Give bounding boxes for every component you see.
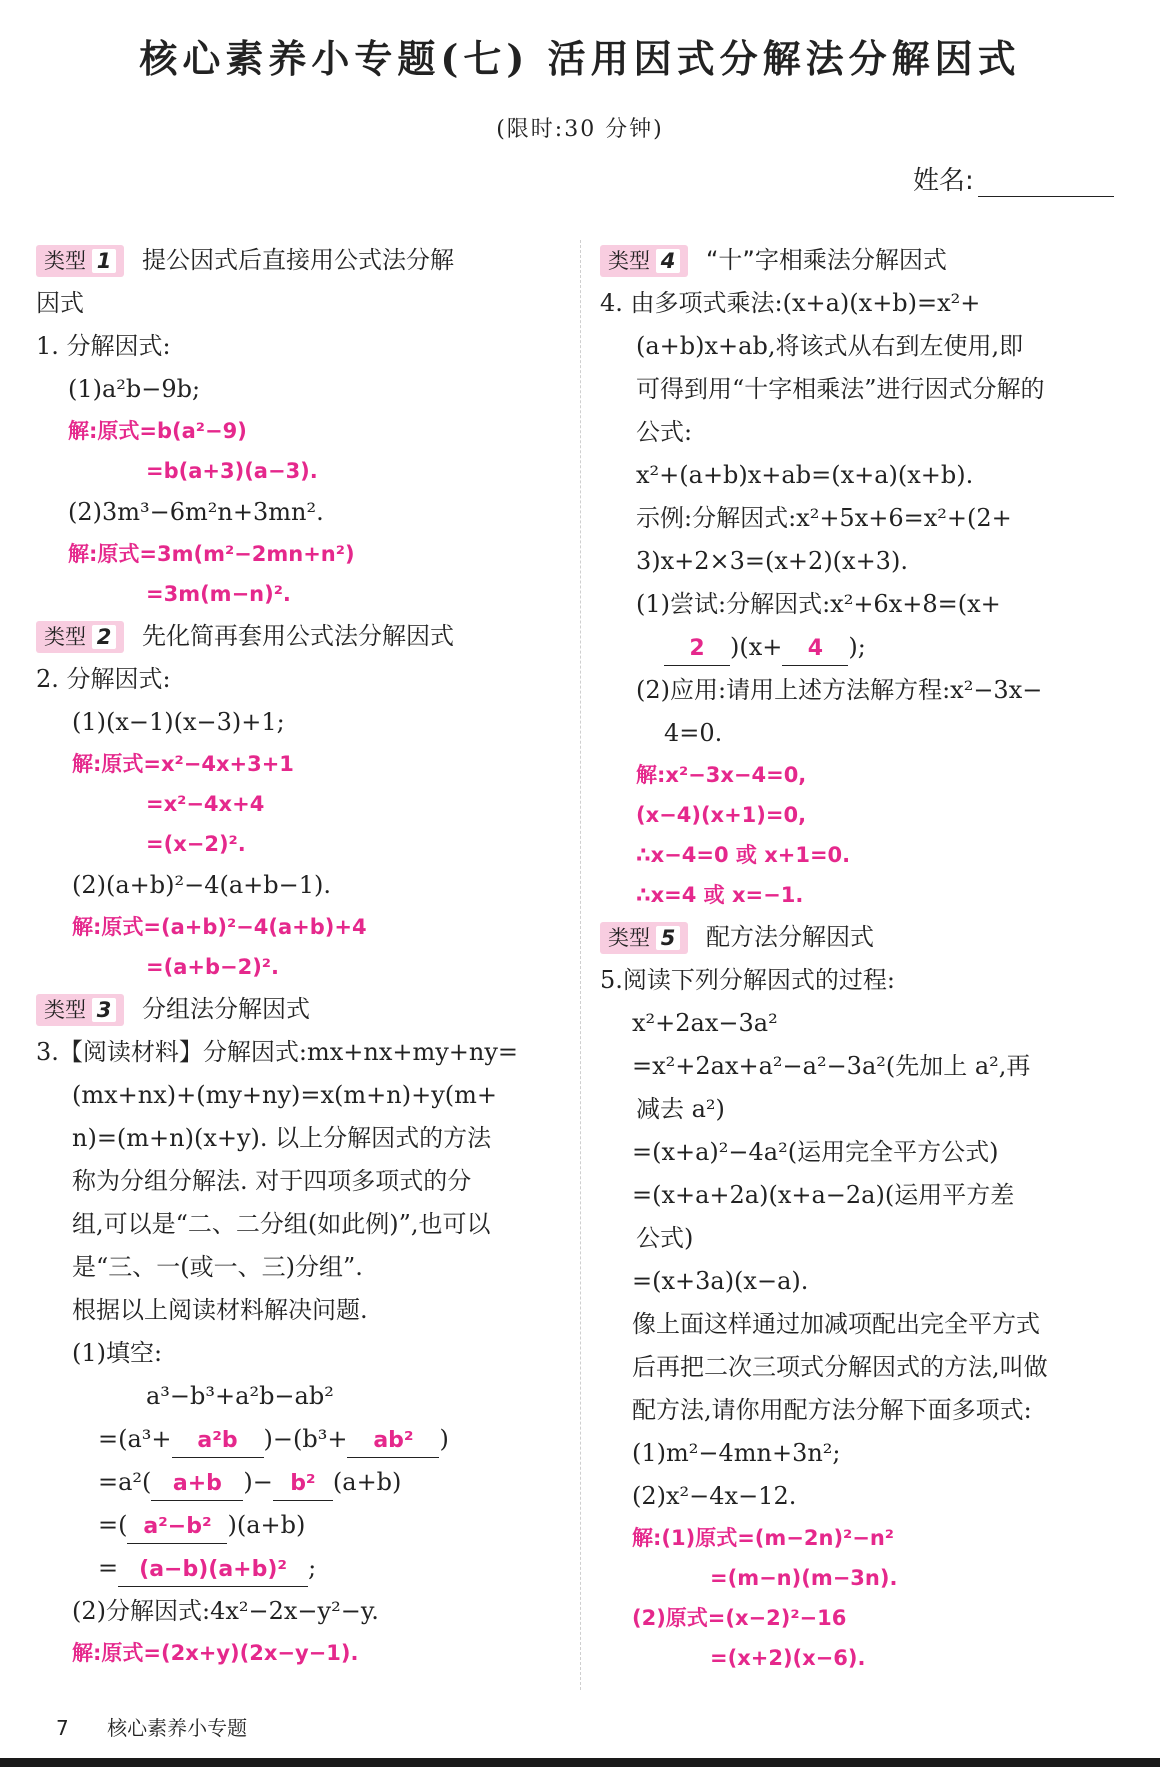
answer-line: 解:(1)原式=(m−2n)²−n²	[632, 1526, 894, 1550]
type-heading	[600, 238, 1124, 282]
bottom-bar	[0, 1758, 1160, 1767]
answer-line: =3m(m−n)².	[146, 582, 291, 606]
text-line: x²+2ax−3a²	[632, 1009, 778, 1037]
text-line: 可得到用“十字相乘法”进行因式分解的	[636, 375, 1045, 403]
text-line: a³−b³+a²b−ab²	[146, 1382, 334, 1410]
fill-prefix: =(	[98, 1511, 128, 1539]
answer-blank[interactable]	[127, 1509, 227, 1544]
text-line: 配方法,请你用配方法分解下面多项式:	[632, 1396, 1032, 1424]
type-heading	[36, 238, 560, 282]
answer-blank[interactable]	[782, 631, 848, 666]
type-title: 分组法分解因式	[142, 995, 310, 1023]
type-tag	[36, 994, 124, 1026]
page-title: 核心素养小专题(七) 活用因式分解法分解因式	[139, 36, 1021, 81]
blank-answer: a²b	[197, 1428, 238, 1453]
text-line: 公式)	[636, 1224, 694, 1252]
answer-line: 解:原式=x²−4x+3+1	[72, 752, 294, 776]
answer-blank[interactable]	[172, 1423, 264, 1458]
answer-blank[interactable]	[151, 1466, 243, 1501]
text-line: (1)填空:	[72, 1339, 163, 1367]
time-limit: (限时:30 分钟)	[496, 117, 664, 142]
fill-suffix: );	[848, 633, 866, 661]
type-title: “十”字相乘法分解因式	[706, 246, 947, 274]
blank-answer: a²−b²	[143, 1514, 212, 1539]
text-line: (2)应用:请用上述方法解方程:x²−3x−	[636, 676, 1043, 704]
text-line: 示例:分解因式:x²+5x+6=x²+(2+	[636, 504, 1012, 532]
text-line: (2)3m³−6m²n+3mn².	[68, 498, 324, 526]
text-line: =(x+3a)(x−a).	[632, 1267, 809, 1295]
fill-line	[36, 1418, 560, 1461]
fill-line	[36, 1547, 560, 1590]
type-tag-label: 类型	[44, 625, 86, 649]
text-line: x²+(a+b)x+ab=(x+a)(x+b).	[636, 461, 974, 489]
answer-line: 解:原式=(2x+y)(2x−y−1).	[72, 1641, 359, 1665]
text-line: (2)(a+b)²−4(a+b−1).	[72, 871, 332, 899]
fill-middle: )−	[243, 1468, 273, 1496]
fill-middle: )(a+b)	[227, 1511, 306, 1539]
type-heading	[600, 915, 1124, 959]
answer-line: ∴x=4 或 x=−1.	[636, 883, 804, 907]
text-line: (a+b)x+ab,将该式从右到左使用,即	[636, 332, 1024, 360]
left-column	[36, 238, 560, 1673]
type-tag-label: 类型	[44, 249, 86, 273]
column-divider	[580, 240, 581, 1690]
answer-line: =(m−n)(m−3n).	[710, 1566, 898, 1590]
text-line: 公式:	[636, 418, 693, 446]
type-heading	[36, 614, 560, 658]
type-tag-number: 5	[656, 926, 680, 950]
fill-line	[36, 1504, 560, 1547]
footer-label: 核心素养小专题	[107, 1716, 248, 1740]
answer-line: (2)原式=(x−2)²−16	[632, 1606, 847, 1630]
text-line: =x²+2ax+a²−a²−3a²(先加上 a²,再	[632, 1052, 1031, 1080]
fill-prefix: =(a³+	[98, 1425, 172, 1453]
name-field	[913, 160, 1114, 197]
blank-answer: ab²	[373, 1428, 414, 1453]
answer-blank[interactable]	[118, 1552, 308, 1587]
type-tag	[36, 621, 124, 653]
type-tag-label: 类型	[44, 998, 86, 1022]
text-line: n)=(m+n)(x+y). 以上分解因式的方法	[72, 1124, 492, 1152]
text-line: =(x+a)²−4a²(运用完全平方公式)	[632, 1138, 999, 1166]
type-tag-label: 类型	[608, 926, 650, 950]
type-tag-number: 1	[92, 249, 116, 273]
text-line: 2. 分解因式:	[36, 665, 171, 693]
text-line: (1)a²b−9b;	[68, 375, 201, 403]
text-line: 因式	[36, 289, 84, 317]
page-footer	[56, 1712, 279, 1741]
blank-answer: (a−b)(a+b)²	[139, 1557, 288, 1582]
fill-prefix: =a²(	[98, 1468, 152, 1496]
text-line: 1. 分解因式:	[36, 332, 171, 360]
answer-line: =(a+b−2)².	[146, 955, 279, 979]
answer-blank[interactable]	[347, 1423, 439, 1458]
answer-blank[interactable]	[273, 1466, 333, 1501]
text-line: =(x+a+2a)(x+a−2a)(运用平方差	[632, 1181, 1015, 1209]
type-tag-number: 2	[92, 625, 116, 649]
answer-line: ∴x−4=0 或 x+1=0.	[636, 843, 851, 867]
answer-line: =(x+2)(x−6).	[710, 1646, 866, 1670]
text-line: (2)x²−4x−12.	[632, 1482, 797, 1510]
type-heading	[36, 987, 560, 1031]
text-line: (mx+nx)+(my+ny)=x(m+n)+y(m+	[72, 1081, 497, 1109]
right-column	[600, 238, 1124, 1678]
type-title: 提公因式后直接用公式法分解	[142, 246, 454, 274]
text-line: 4=0.	[664, 719, 723, 747]
fill-suffix: )	[439, 1425, 449, 1453]
blank-answer: a+b	[172, 1471, 222, 1496]
text-line: 减去 a²)	[636, 1095, 725, 1123]
text-line: 5.阅读下列分解因式的过程:	[600, 966, 895, 994]
answer-line: 解:x²−3x−4=0,	[636, 763, 807, 787]
text-line: (1)(x−1)(x−3)+1;	[72, 708, 285, 736]
type-title: 配方法分解因式	[706, 923, 874, 951]
name-label: 姓名:	[913, 166, 974, 196]
fill-line	[600, 626, 1124, 669]
text-line: 组,可以是“二、二分组(如此例)”,也可以	[72, 1210, 491, 1238]
type-tag-number: 3	[92, 998, 116, 1022]
answer-line: 解:原式=(a+b)²−4(a+b)+4	[72, 915, 367, 939]
answer-line: 解:原式=3m(m²−2mn+n²)	[68, 542, 355, 566]
type-tag	[600, 245, 688, 277]
text-line: 3.【阅读材料】分解因式:mx+nx+my+ny=	[36, 1038, 519, 1066]
type-title: 先化简再套用公式法分解因式	[142, 622, 454, 650]
answer-line: =b(a+3)(a−3).	[146, 459, 318, 483]
blank-answer: 2	[689, 636, 705, 661]
answer-line: =x²−4x+4	[146, 792, 265, 816]
text-line: 根据以上阅读材料解决问题.	[72, 1296, 368, 1324]
blank-answer: 4	[807, 636, 824, 661]
type-tag-label: 类型	[608, 249, 650, 273]
fill-middle: ;	[308, 1554, 317, 1582]
fill-middle: )−(b³+	[263, 1425, 348, 1453]
text-line: 称为分组分解法. 对于四项多项式的分	[72, 1167, 472, 1195]
answer-line: =(x−2)².	[146, 832, 246, 856]
fill-middle: )(x+	[730, 633, 783, 661]
text-line: 是“三、一(或一、三)分组”.	[72, 1253, 363, 1281]
type-tag-number: 4	[656, 249, 680, 273]
fill-prefix: =	[98, 1554, 119, 1582]
text-line: (2)分解因式:4x²−2x−y²−y.	[72, 1597, 379, 1625]
text-line: 3)x+2×3=(x+2)(x+3).	[636, 547, 908, 575]
text-line: 像上面这样通过加减项配出完全平方式	[632, 1310, 1040, 1338]
text-line: (1)m²−4mn+3n²;	[632, 1439, 841, 1467]
text-line: 4. 由多项式乘法:(x+a)(x+b)=x²+	[600, 289, 981, 317]
page-number: 7	[56, 1716, 69, 1740]
name-blank[interactable]	[978, 168, 1114, 197]
text-line: (1)尝试:分解因式:x²+6x+8=(x+	[636, 590, 1001, 618]
fill-line	[36, 1461, 560, 1504]
answer-line: (x−4)(x+1)=0,	[636, 803, 807, 827]
type-tag	[36, 245, 124, 277]
text-line: 后再把二次三项式分解因式的方法,叫做	[632, 1353, 1048, 1381]
fill-suffix: (a+b)	[332, 1468, 402, 1496]
type-tag	[600, 922, 688, 954]
blank-answer: b²	[290, 1471, 316, 1496]
answer-line: 解:原式=b(a²−9)	[68, 419, 247, 443]
answer-blank[interactable]	[664, 631, 730, 666]
